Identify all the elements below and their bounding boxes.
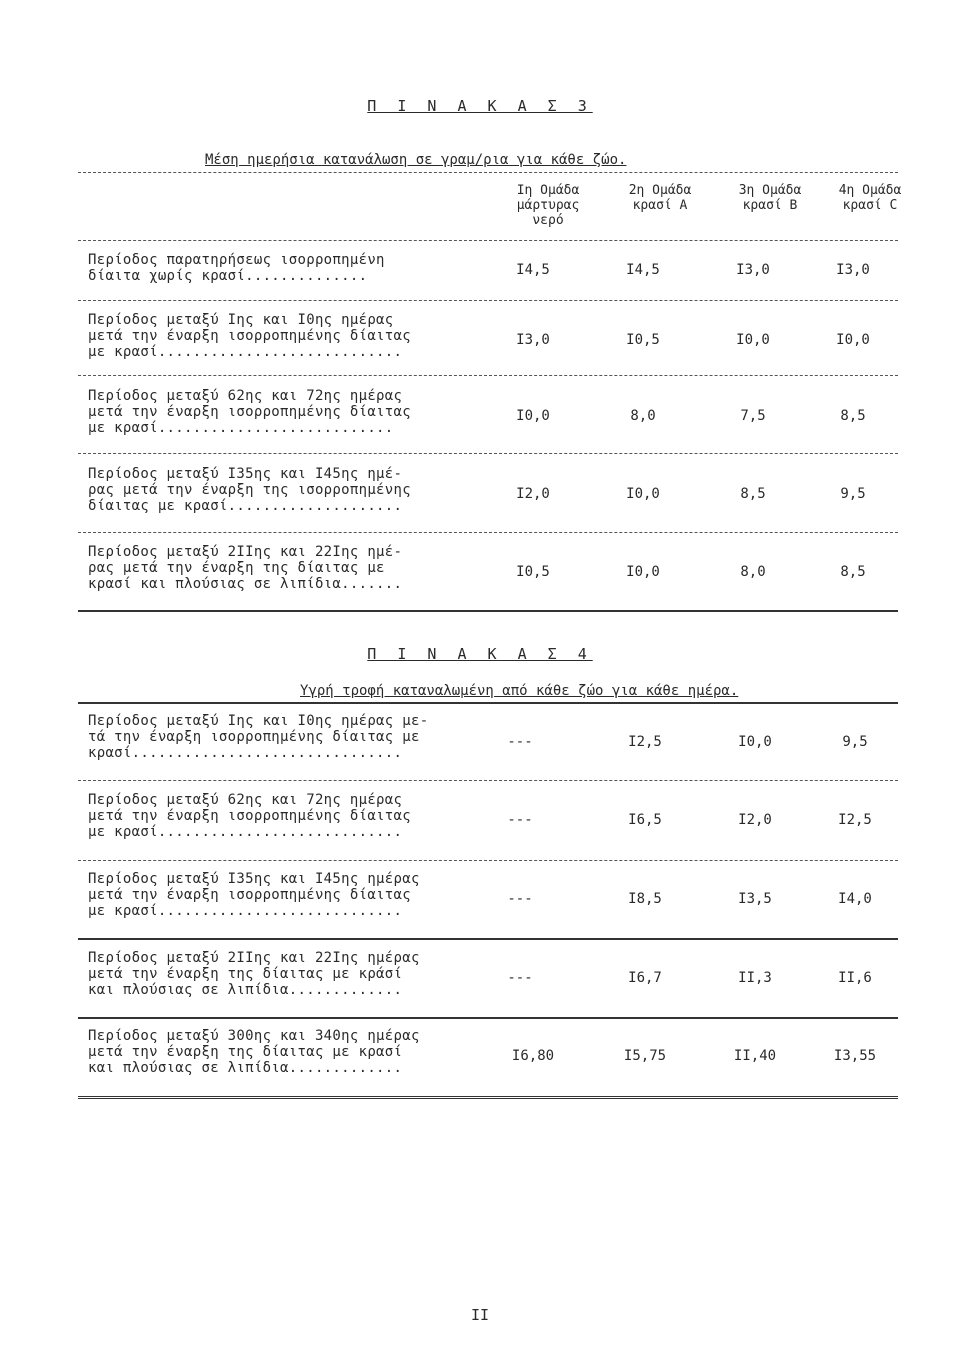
- table3-cell: 8,0: [740, 564, 766, 580]
- table3-row-label: Περίοδος μεταξύ Ι35ης και Ι45ης ημέ- ρας μετά την έναρξη της ισορροπημένης δίαιτας με κρασί....................: [88, 466, 411, 514]
- table4-cell: Ι2,5: [838, 812, 872, 828]
- table3-cell: 8,5: [840, 564, 866, 580]
- rule: [78, 172, 898, 173]
- rule: [78, 453, 898, 454]
- table3-cell: Ι4,5: [626, 262, 660, 278]
- table3-row-label: Περίοδος μεταξύ 62ης και 72ης ημέρας μετά την έναρξη ισορροπημένης δίαιτας με κρασί...........................: [88, 388, 411, 436]
- table4-row-label: Περίοδος μεταξύ 2ΙΙης και 22Ιης ημέρας μετά την έναρξη της δίαιτας με κράσί και πλούσιας σε λιπίδια.............: [88, 950, 420, 998]
- rule: [78, 375, 898, 376]
- table3-row-label: Περίοδος παρατηρήσεως ισορροπημένη δίαιτα χωρίς κρασί..............: [88, 252, 385, 284]
- table4-row-label: Περίοδος μεταξύ 62ης και 72ης ημέρας μετά την έναρξη ισορροπημένης δίαιτας με κρασί............................: [88, 792, 411, 840]
- table4-cell: Ι6,80: [511, 1048, 555, 1064]
- rule: [78, 1017, 898, 1019]
- table3-cell: 8,5: [740, 486, 766, 502]
- table3-cell: Ι3,0: [516, 332, 550, 348]
- page-number: ΙΙ: [470, 1306, 490, 1324]
- rule: [78, 532, 898, 533]
- table3-cell: 9,5: [840, 486, 866, 502]
- table4-cell: ---: [507, 734, 533, 750]
- table4-cell: Ι2,0: [738, 812, 772, 828]
- table3-cell: Ι4,5: [516, 262, 550, 278]
- rule: [78, 610, 898, 612]
- table4-cell: Ι2,5: [628, 734, 662, 750]
- table3-cell: Ι0,0: [836, 332, 870, 348]
- table3-row-label: Περίοδος μεταξύ Ιης και Ι0ης ημέρας μετά την έναρξη ισορροπημένης δίαιτας με κρασί............................: [88, 312, 411, 360]
- table3-subtitle: Μέση ημερήσια κατανάλωση σε γραμ/ρια για κάθε ζώο.: [205, 152, 627, 168]
- table4-cell: Ι6,5: [628, 812, 662, 828]
- table3-cell: Ι3,0: [836, 262, 870, 278]
- table4-cell: ΙΙ,6: [838, 970, 872, 986]
- table3-cell: Ι0,0: [516, 408, 550, 424]
- table3-title: Π Ι Ν Α Κ Α Σ 3: [367, 97, 593, 115]
- table4-row-label: Περίοδος μεταξύ Ιης και Ι0ης ημέρας με- τά την έναρξη ισορροπημένης δίαιτας με κρασί...............................: [88, 713, 429, 761]
- table3-cell: Ι0,0: [626, 564, 660, 580]
- table3-cell: Ι0,5: [516, 564, 550, 580]
- table3-cell: Ι3,0: [736, 262, 770, 278]
- table4-cell: Ι6,7: [628, 970, 662, 986]
- table4-row-label: Περίοδος μεταξύ 300ης και 340ης ημέρας μετά την έναρξη της δίαιτας με κρασί και πλούσιας σε λιπίδια.............: [88, 1028, 420, 1076]
- table4-cell: ---: [507, 891, 533, 907]
- rule: [78, 300, 898, 301]
- table3-col-header-1: Ιη Ομάδα μάρτυρας νερό: [516, 183, 580, 228]
- table4-subtitle: Υγρή τροφή καταναλωμένη από κάθε ζώο για κάθε ημέρα.: [300, 683, 739, 699]
- table4-cell: Ι3,55: [833, 1048, 877, 1064]
- table3-cell: Ι0,0: [736, 332, 770, 348]
- rule: [78, 240, 898, 241]
- table4-cell: Ι5,75: [623, 1048, 667, 1064]
- table4-cell: ---: [507, 812, 533, 828]
- table4-cell: ΙΙ,40: [733, 1048, 777, 1064]
- rule: [78, 780, 898, 781]
- table3-cell: 8,0: [630, 408, 656, 424]
- table3-cell: Ι0,0: [626, 486, 660, 502]
- table3-cell: 7,5: [740, 408, 766, 424]
- table4-cell: 9,5: [842, 734, 868, 750]
- table3-col-header-3: 3η Ομάδα κρασί Β: [738, 183, 802, 213]
- table3-row-label: Περίοδος μεταξύ 2ΙΙης και 22Ιης ημέ- ρας μετά την έναρξη της δίαιτας με κρασί και πλούσιας σε λιπίδια.......: [88, 544, 403, 592]
- table4-title: Π Ι Ν Α Κ Α Σ 4: [367, 645, 593, 663]
- table4-cell: Ι8,5: [628, 891, 662, 907]
- table4-cell: Ι0,0: [738, 734, 772, 750]
- rule: [78, 938, 898, 940]
- table4-cell: ---: [507, 970, 533, 986]
- table3-cell: Ι0,5: [626, 332, 660, 348]
- rule: [78, 1096, 898, 1099]
- table3-cell: 8,5: [840, 408, 866, 424]
- table4-row-label: Περίοδος μεταξύ Ι35ης και Ι45ης ημέρας μετά την έναρξη ισορροπημένης δίαιτας με κρασί............................: [88, 871, 420, 919]
- table3-col-header-4: 4η Ομάδα κρασί C: [838, 183, 902, 213]
- rule: [78, 860, 898, 861]
- table4-cell: Ι3,5: [738, 891, 772, 907]
- table3-cell: Ι2,0: [516, 486, 550, 502]
- table3-col-header-2: 2η Ομάδα κρασί Α: [628, 183, 692, 213]
- table4-cell: Ι4,0: [838, 891, 872, 907]
- rule: [78, 702, 898, 704]
- table4-cell: ΙΙ,3: [738, 970, 772, 986]
